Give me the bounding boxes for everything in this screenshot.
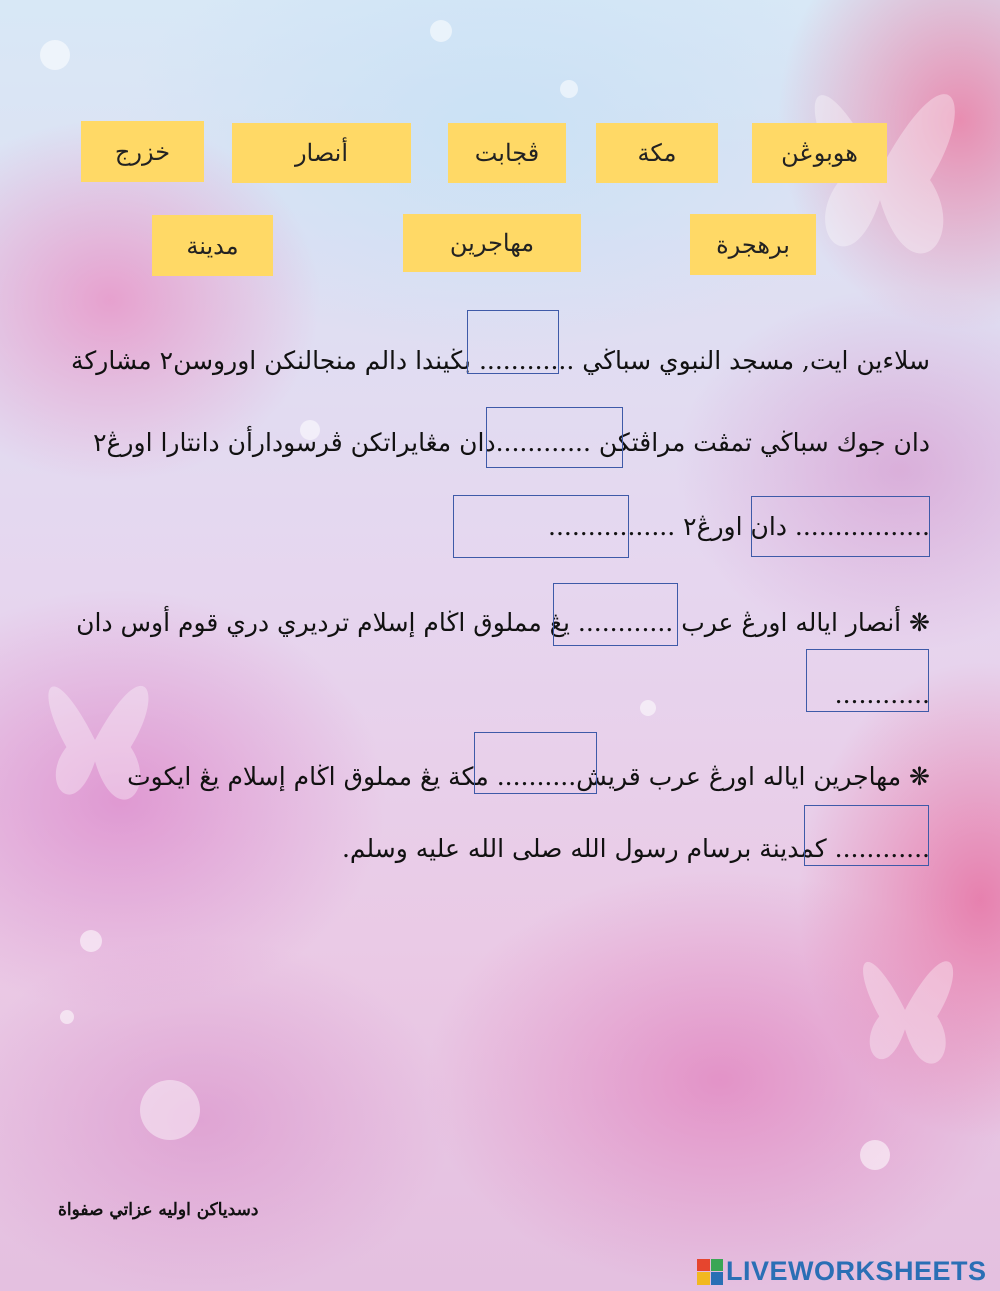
sentence-line-1: سلاءين ايت, مسجد النبوي سباڬي ............ بڬيندا دالم منجالنكن اوروسن٢ مشاركة — [71, 346, 930, 375]
sentence-line-6: ❋ مهاجرين اياله اورڠ عرب قريش.......... مكة يڠ مملوق اڬام إسلام يڠ ايكوت — [127, 762, 930, 791]
sentence-line-7: ............ كمدينة برسام رسول الله صلى الله عليه وسلم. — [341, 834, 930, 863]
answer-box-1[interactable] — [467, 310, 559, 374]
answer-box-2[interactable] — [486, 407, 623, 468]
answer-box-4[interactable] — [453, 495, 629, 558]
answer-box-8[interactable] — [804, 805, 929, 866]
sentence-line-5: ............ — [834, 680, 930, 709]
liveworksheets-text: LIVEWORKSHEETS — [726, 1256, 987, 1286]
author-credit: دسدياكن اوليه عزاتي صفوا‌ة — [58, 1200, 259, 1220]
word-chip-khazraj[interactable]: خزرج — [81, 121, 204, 182]
liveworksheets-icon — [697, 1259, 723, 1285]
word-chip-berhijrah[interactable]: برهجرة — [690, 214, 816, 275]
butterfly-icon — [20, 640, 170, 840]
answer-box-3[interactable] — [751, 496, 930, 557]
word-chip-muhajirin[interactable]: مهاجرين — [403, 214, 581, 272]
sentence-line-4: ❋ أنصار اياله اورڠ عرب ............ يڠ مملوق اڬام إسلام ترديري دري قوم أوس دان — [76, 608, 930, 637]
butterfly-icon — [840, 920, 970, 1100]
liveworksheets-logo — [697, 1256, 987, 1287]
sentence-line-3: ................. دان اورڠ٢ ................ — [548, 512, 930, 541]
answer-box-5[interactable] — [553, 583, 678, 646]
answer-box-7[interactable] — [474, 732, 597, 794]
sentence-line-2: دان جوك سباڬي تمڤت مراڤتكن ............دان مڠايراتكن ڤرسودارأن دانتارا اورڠ٢ — [93, 428, 930, 457]
word-chip-madinah[interactable]: مدينة — [152, 215, 273, 276]
word-chip-ansar[interactable]: أنصار — [232, 123, 411, 183]
word-chip-hobbugon[interactable]: هوبوڠن — [752, 123, 887, 183]
word-chip-pajabat[interactable]: ڤجابت — [448, 123, 566, 183]
word-chip-makkah[interactable]: مكة — [596, 123, 718, 183]
answer-box-6[interactable] — [806, 649, 929, 712]
